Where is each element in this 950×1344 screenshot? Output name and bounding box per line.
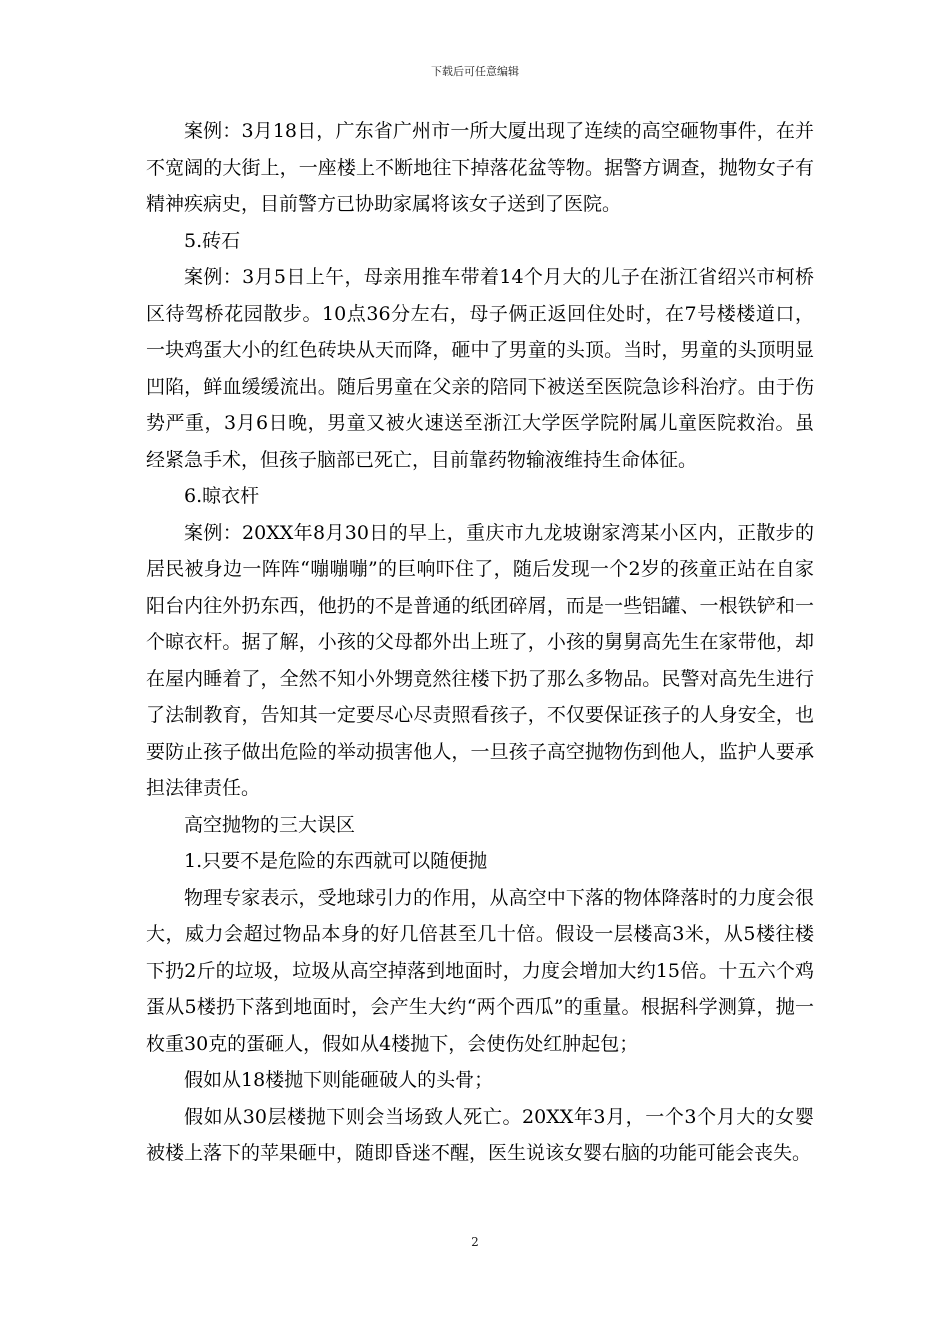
document-body: [146, 113, 814, 1172]
heading-three-misconceptions: 高空抛物的三大误区: [184, 813, 356, 836]
heading-misconception-1: 1.只要不是危险的东西就可以随便抛: [184, 850, 488, 872]
paragraph-case-guangzhou: 案例：3月18日，广东省广州市一所大厦出现了连续的高空砸物事件，在并不宽阔的大街上，一座楼上不断地往下掉落花盆等物。据警方调查，抛物女子有精神疾病史，目前警方已协助家属将该女子送到了医院。: [146, 120, 814, 215]
paragraph-18th-floor: 假如从18楼抛下则能砸破人的头骨；: [184, 1069, 494, 1091]
paragraph-case-shaoxing: 案例：3月5日上午，母亲用推车带着14个月大的儿子在浙江省绍兴市柯桥区待驾桥花园散步。10点36分左右，母子俩正返回住处时，在7号楼楼道口，一块鸡蛋大小的红色砖块从天而降，砸中了男童的头顶。当时，男童的头顶明显凹陷，鲜血缓缓流出。随后男童在父亲的陪同下被送至医院急诊科治疗。由于伤势严重，3月6日晚，男童又被火速送至浙江大学医学院附属儿童医院救治。虽经紧急手术，但孩子脑部已死亡，目前靠药物输液维持生命体征。: [146, 266, 814, 471]
heading-bricks: 5.砖石: [184, 229, 241, 252]
page-header: 下载后可任意编辑: [431, 65, 519, 78]
heading-clothes-pole: 6.晾衣杆: [184, 485, 260, 507]
page-number: 2: [471, 1235, 479, 1249]
paragraph-30th-floor: 假如从30层楼抛下则会当场致人死亡。20XX年3月，一个3个月大的女婴被楼上落下的苹果砸中，随即昏迷不醒，医生说该女婴右脑的功能可能会丧失。: [146, 1105, 814, 1164]
paragraph-physics-expert: 物理专家表示，受地球引力的作用，从高空中下落的物体降落时的力度会很大，威力会超过物品本身的好几倍甚至几十倍。假设一层楼高3米，从5楼往楼下扔2斤的垃圾，垃圾从高空掉落到地面时，力度会增加大约15倍。十五六个鸡蛋从5楼扔下落到地面时，会产生大约“两个西瓜”的重量。根据科学测算，抛一枚重30克的蛋砸人，假如从4楼抛下，会使伤处红肿起包；: [146, 886, 814, 1055]
paragraph-case-chongqing: 案例：20XX年8月30日的早上，重庆市九龙坡谢家湾某小区内，正散步的居民被身边一阵阵“嘣嘣嘣”的巨响吓住了，随后发现一个2岁的孩童正站在自家阳台内往外扔东西，他扔的不是普通的纸团碎屑，而是一些铝罐、一根铁铲和一个晾衣杆。据了解，小孩的父母都外出上班了，小孩的舅舅高先生在家带他，却在屋内睡着了，全然不知小外甥竟然往楼下扔了那么多物品。民警对高先生进行了法制教育，告知其一定要尽心尽责照看孩子，不仅要保证孩子的人身安全，也要防止孩子做出危险的举动损害他人，一旦孩子高空抛物伤到他人，监护人要承担法律责任。: [146, 521, 814, 799]
